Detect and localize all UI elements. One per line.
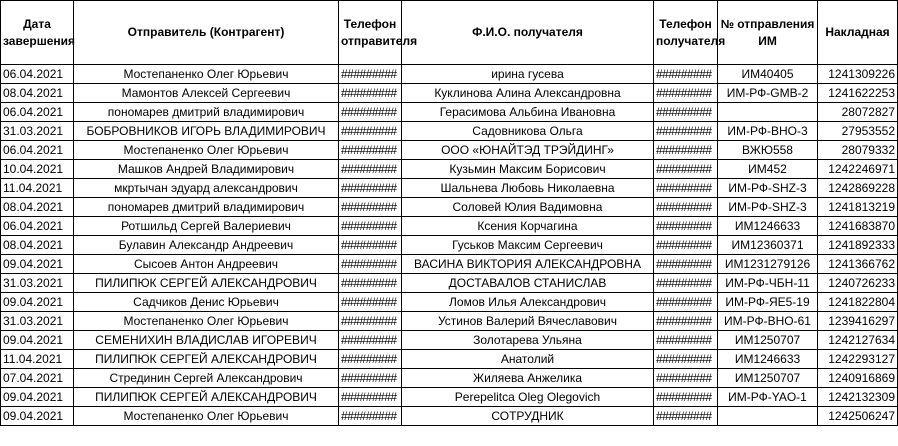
header-date: Дата завершения xyxy=(1,1,74,65)
cell-order-number[interactable]: ИМ-РФ-ЧБН-11 xyxy=(718,274,818,293)
cell-date[interactable]: 08.04.2021 xyxy=(1,84,74,103)
cell-order-number[interactable]: ИМ1250707 xyxy=(718,369,818,388)
cell-sender[interactable]: Машков Андрей Владимирович xyxy=(74,160,339,179)
cell-waybill[interactable]: 1241309226 xyxy=(818,65,898,84)
cell-recipient-phone[interactable]: ######### xyxy=(654,236,718,255)
cell-sender-phone[interactable]: ######### xyxy=(339,160,402,179)
cell-sender[interactable]: Мостепаненко Олег Юрьевич xyxy=(74,65,339,84)
cell-sender-phone[interactable]: ######### xyxy=(339,236,402,255)
cell-recipient[interactable]: Perepelitca Oleg Olegovich xyxy=(402,388,654,407)
cell-sender[interactable]: ПИЛИПЮК СЕРГЕЙ АЛЕКСАНДРОВИЧ xyxy=(74,350,339,369)
cell-date[interactable]: 06.04.2021 xyxy=(1,217,74,236)
cell-recipient[interactable]: Садовникова Ольга xyxy=(402,122,654,141)
cell-recipient-phone[interactable]: ######### xyxy=(654,255,718,274)
cell-order-number[interactable]: ИМ1246633 xyxy=(718,350,818,369)
cell-sender-phone[interactable]: ######### xyxy=(339,84,402,103)
table-row xyxy=(1,388,898,407)
header-recipient: Ф.И.О. получателя xyxy=(402,1,654,65)
cell-date[interactable]: 11.04.2021 xyxy=(1,179,74,198)
table-row xyxy=(1,255,898,274)
cell-order-number[interactable]: ИМ-РФ-ЯЕ5-19 xyxy=(718,293,818,312)
table-row xyxy=(1,331,898,350)
cell-order-number[interactable] xyxy=(718,407,818,426)
cell-date[interactable]: 06.04.2021 xyxy=(1,65,74,84)
cell-recipient[interactable]: Соловей Юлия Вадимовна xyxy=(402,198,654,217)
cell-recipient[interactable]: Шальнева Любовь Николаевна xyxy=(402,179,654,198)
table-row xyxy=(1,350,898,369)
cell-order-number[interactable]: ИМ-РФ-ВНО-3 xyxy=(718,122,818,141)
table-row xyxy=(1,236,898,255)
cell-order-number[interactable]: ИМ-РФ-YAO-1 xyxy=(718,388,818,407)
cell-waybill[interactable]: 1240726233 xyxy=(818,274,898,293)
cell-recipient[interactable]: ДОСТАВАЛОВ СТАНИСЛАВ xyxy=(402,274,654,293)
table-row xyxy=(1,274,898,293)
cell-date[interactable]: 09.04.2021 xyxy=(1,388,74,407)
header-recipient-phone: Телефон получателя xyxy=(654,1,718,65)
table-row xyxy=(1,65,898,84)
cell-order-number[interactable]: ИМ1246633 xyxy=(718,217,818,236)
cell-order-number[interactable]: ИМ-РФ-ВНО-61 xyxy=(718,312,818,331)
cell-recipient[interactable]: Жиляева Анжелика xyxy=(402,369,654,388)
cell-date[interactable]: 08.04.2021 xyxy=(1,236,74,255)
cell-recipient[interactable]: Устинов Валерий Вячеславович xyxy=(402,312,654,331)
cell-recipient-phone[interactable]: ######### xyxy=(654,350,718,369)
cell-sender-phone[interactable]: ######### xyxy=(339,179,402,198)
header-sender: Отправитель (Контрагент) xyxy=(74,1,339,65)
cell-recipient[interactable]: Кузьмин Максим Борисович xyxy=(402,160,654,179)
cell-sender[interactable]: Булавин Александр Андреевич xyxy=(74,236,339,255)
cell-recipient[interactable]: Ксения Корчагина xyxy=(402,217,654,236)
cell-recipient[interactable]: Гуськов Максим Сергеевич xyxy=(402,236,654,255)
cell-waybill[interactable]: 1240916869 xyxy=(818,369,898,388)
cell-order-number[interactable]: ИМ-РФ-SHZ-3 xyxy=(718,198,818,217)
cell-waybill[interactable]: 1242869228 xyxy=(818,179,898,198)
cell-sender[interactable]: Сысоев Антон Андреевич xyxy=(74,255,339,274)
cell-sender[interactable]: Мамонтов Алексей Сергеевич xyxy=(74,84,339,103)
cell-recipient-phone[interactable]: ######### xyxy=(654,217,718,236)
cell-waybill[interactable]: 1242127634 xyxy=(818,331,898,350)
cell-recipient-phone[interactable]: ######### xyxy=(654,407,718,426)
cell-recipient[interactable]: ирина гусева xyxy=(402,65,654,84)
cell-waybill[interactable]: 1239416297 xyxy=(818,312,898,331)
cell-date[interactable]: 09.04.2021 xyxy=(1,331,74,350)
cell-sender[interactable]: Мостепаненко Олег Юрьевич xyxy=(74,407,339,426)
cell-sender[interactable]: СЕМЕНИХИН ВЛАДИСЛАВ ИГОРЕВИЧ xyxy=(74,331,339,350)
cell-waybill[interactable]: 28072827 xyxy=(818,103,898,122)
cell-sender-phone[interactable]: ######### xyxy=(339,312,402,331)
cell-recipient-phone[interactable]: ######### xyxy=(654,179,718,198)
cell-order-number[interactable] xyxy=(718,103,818,122)
cell-recipient-phone[interactable]: ######### xyxy=(654,141,718,160)
cell-sender-phone[interactable]: ######### xyxy=(339,407,402,426)
cell-date[interactable]: 11.04.2021 xyxy=(1,350,74,369)
cell-sender[interactable]: Ротшильд Сергей Валериевич xyxy=(74,217,339,236)
cell-sender-phone[interactable]: ######### xyxy=(339,369,402,388)
cell-date[interactable]: 10.04.2021 xyxy=(1,160,74,179)
cell-recipient-phone[interactable]: ######### xyxy=(654,198,718,217)
cell-waybill[interactable]: 1241822804 xyxy=(818,293,898,312)
cell-recipient[interactable]: Герасимова Альбина Ивановна xyxy=(402,103,654,122)
cell-sender-phone[interactable]: ######### xyxy=(339,388,402,407)
table-row xyxy=(1,84,898,103)
table-row xyxy=(1,179,898,198)
cell-date[interactable]: 08.04.2021 xyxy=(1,198,74,217)
table-row xyxy=(1,198,898,217)
cell-order-number[interactable]: ИМ40405 xyxy=(718,65,818,84)
cell-order-number[interactable]: ИМ12360371 xyxy=(718,236,818,255)
cell-sender-phone[interactable]: ######### xyxy=(339,198,402,217)
cell-order-number[interactable]: ИМ1250707 xyxy=(718,331,818,350)
header-sender-phone: Телефон отправителя xyxy=(339,1,402,65)
cell-date[interactable]: 09.04.2021 xyxy=(1,255,74,274)
cell-order-number[interactable]: ВЖЮ558 xyxy=(718,141,818,160)
cell-recipient[interactable]: ВАСИНА ВИКТОРИЯ АЛЕКСАНДРОВНА xyxy=(402,255,654,274)
cell-sender[interactable]: ПИЛИПЮК СЕРГЕЙ АЛЕКСАНДРОВИЧ xyxy=(74,388,339,407)
cell-recipient-phone[interactable]: ######### xyxy=(654,160,718,179)
cell-recipient-phone[interactable]: ######### xyxy=(654,84,718,103)
cell-date[interactable]: 09.04.2021 xyxy=(1,293,74,312)
cell-recipient-phone[interactable]: ######### xyxy=(654,122,718,141)
cell-recipient-phone[interactable]: ######### xyxy=(654,369,718,388)
cell-date[interactable]: 31.03.2021 xyxy=(1,122,74,141)
cell-sender[interactable]: Садчиков Денис Юрьевич xyxy=(74,293,339,312)
cell-waybill[interactable]: 1241366762 xyxy=(818,255,898,274)
cell-sender-phone[interactable]: ######### xyxy=(339,274,402,293)
table-row xyxy=(1,407,898,426)
cell-recipient[interactable]: Анатолий xyxy=(402,350,654,369)
cell-waybill[interactable]: 1242132309 xyxy=(818,388,898,407)
table-row xyxy=(1,160,898,179)
table-body xyxy=(1,65,898,426)
cell-order-number[interactable]: ИМ-РФ-GMB-2 xyxy=(718,84,818,103)
cell-recipient[interactable]: Ломов Илья Александрович xyxy=(402,293,654,312)
cell-recipient[interactable]: Золотарева Ульяна xyxy=(402,331,654,350)
cell-recipient-phone[interactable]: ######### xyxy=(654,65,718,84)
cell-sender[interactable]: БОБРОВНИКОВ ИГОРЬ ВЛАДИМИРОВИЧ xyxy=(74,122,339,141)
cell-recipient-phone[interactable]: ######### xyxy=(654,103,718,122)
cell-order-number[interactable]: ИМ-РФ-SHZ-3 xyxy=(718,179,818,198)
cell-waybill[interactable]: 1241683870 xyxy=(818,217,898,236)
cell-sender[interactable]: Стрединин Сергей Александрович xyxy=(74,369,339,388)
cell-sender-phone[interactable]: ######### xyxy=(339,141,402,160)
cell-sender-phone[interactable]: ######### xyxy=(339,217,402,236)
cell-date[interactable]: 07.04.2021 xyxy=(1,369,74,388)
header-order-number: № отправления ИМ xyxy=(718,1,818,65)
cell-sender[interactable]: пономарев дмитрий владимирович xyxy=(74,103,339,122)
cell-sender-phone[interactable]: ######### xyxy=(339,122,402,141)
cell-sender-phone[interactable]: ######### xyxy=(339,331,402,350)
cell-date[interactable]: 31.03.2021 xyxy=(1,312,74,331)
cell-recipient[interactable]: Куклинова Алина Александровна xyxy=(402,84,654,103)
table-row xyxy=(1,103,898,122)
cell-sender-phone[interactable]: ######### xyxy=(339,350,402,369)
cell-waybill[interactable]: 1242506247 xyxy=(818,407,898,426)
cell-waybill[interactable]: 1241892333 xyxy=(818,236,898,255)
cell-waybill[interactable]: 1242246971 xyxy=(818,160,898,179)
table-row xyxy=(1,141,898,160)
header-waybill: Накладная xyxy=(818,1,898,65)
cell-waybill[interactable]: 1241622253 xyxy=(818,84,898,103)
cell-sender[interactable]: Мостепаненко Олег Юрьевич xyxy=(74,141,339,160)
table-row xyxy=(1,293,898,312)
cell-sender-phone[interactable]: ######### xyxy=(339,293,402,312)
cell-waybill[interactable]: 1241813219 xyxy=(818,198,898,217)
cell-recipient[interactable]: ООО «ЮНАЙТЭД ТРЭЙДИНГ» xyxy=(402,141,654,160)
cell-date[interactable]: 09.04.2021 xyxy=(1,407,74,426)
cell-recipient-phone[interactable]: ######### xyxy=(654,331,718,350)
cell-waybill[interactable]: 27953552 xyxy=(818,122,898,141)
cell-order-number[interactable]: ИМ1231279126 xyxy=(718,255,818,274)
table-row xyxy=(1,122,898,141)
cell-sender-phone[interactable]: ######### xyxy=(339,103,402,122)
cell-date[interactable]: 31.03.2021 xyxy=(1,274,74,293)
header-row xyxy=(1,1,898,65)
cell-waybill[interactable]: 1242293127 xyxy=(818,350,898,369)
cell-recipient-phone[interactable]: ######### xyxy=(654,388,718,407)
cell-recipient-phone[interactable]: ######### xyxy=(654,274,718,293)
table-row xyxy=(1,312,898,331)
cell-order-number[interactable]: ИМ452 xyxy=(718,160,818,179)
cell-waybill[interactable]: 28079332 xyxy=(818,141,898,160)
cell-sender[interactable]: пономарев дмитрий владимирович xyxy=(74,198,339,217)
cell-sender-phone[interactable]: ######### xyxy=(339,255,402,274)
cell-sender-phone[interactable]: ######### xyxy=(339,65,402,84)
table-row xyxy=(1,369,898,388)
cell-recipient-phone[interactable]: ######### xyxy=(654,293,718,312)
cell-date[interactable]: 06.04.2021 xyxy=(1,141,74,160)
cell-sender[interactable]: мкртычан эдуард александрович xyxy=(74,179,339,198)
cell-sender[interactable]: Мостепаненко Олег Юрьевич xyxy=(74,312,339,331)
cell-sender[interactable]: ПИЛИПЮК СЕРГЕЙ АЛЕКСАНДРОВИЧ xyxy=(74,274,339,293)
cell-recipient[interactable]: СОТРУДНИК xyxy=(402,407,654,426)
cell-recipient-phone[interactable]: ######### xyxy=(654,312,718,331)
cell-date[interactable]: 06.04.2021 xyxy=(1,103,74,122)
table-row xyxy=(1,217,898,236)
